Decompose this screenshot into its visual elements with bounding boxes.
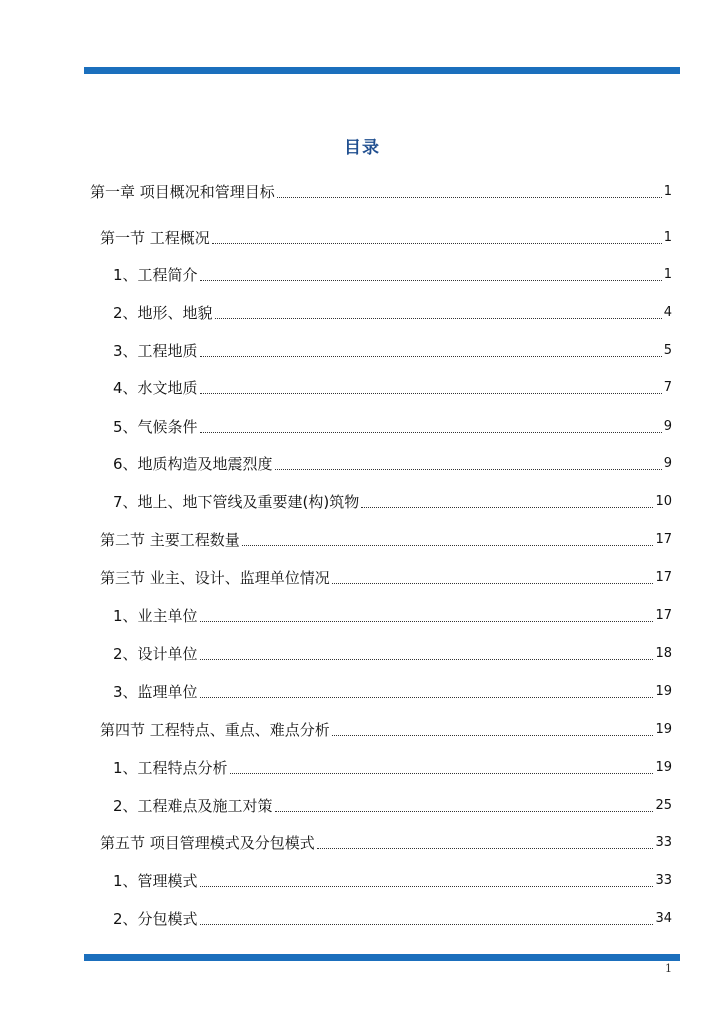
toc-leader: [200, 659, 654, 660]
page-number: 1: [665, 962, 672, 975]
toc-entry-section[interactable]: [100, 529, 672, 551]
toc-leader: [200, 886, 654, 887]
toc-leader: [275, 469, 662, 470]
toc-entry-item[interactable]: [113, 416, 672, 438]
toc-entry-page: 1: [663, 267, 672, 282]
toc-leader: [200, 621, 654, 622]
toc-leader: [215, 318, 662, 319]
toc-leader: [332, 583, 654, 584]
toc-entry-label: 1、管理模式: [113, 872, 198, 890]
toc-leader: [200, 280, 662, 281]
toc-entry-item[interactable]: [113, 491, 672, 513]
toc-entry-page: 19: [655, 684, 672, 699]
toc-entry-page: 1: [663, 184, 672, 199]
toc-entry-page: 10: [655, 494, 672, 509]
toc-entry-page: 33: [655, 835, 672, 850]
toc-entry-item[interactable]: [113, 795, 672, 817]
toc-entry-section[interactable]: [100, 227, 672, 249]
toc-entry-section[interactable]: [100, 832, 672, 854]
toc-entry-label: 2、分包模式: [113, 910, 198, 928]
toc-entry-item[interactable]: [113, 302, 672, 324]
toc-entry-item[interactable]: [113, 757, 672, 779]
toc-entry-label: 5、气候条件: [113, 418, 198, 436]
toc-entry-item[interactable]: [113, 453, 672, 475]
toc-entry-label: 第二节 主要工程数量: [100, 531, 240, 549]
toc-entry-label: 3、监理单位: [113, 683, 198, 701]
toc-entry-item[interactable]: [113, 340, 672, 362]
toc-leader: [230, 773, 654, 774]
footer-rule: [84, 954, 680, 961]
toc-entry-section[interactable]: [100, 719, 672, 741]
toc-entry-label: 6、地质构造及地震烈度: [113, 455, 273, 473]
toc-leader: [332, 735, 654, 736]
toc-entry-label: 第一章 项目概况和管理目标: [90, 183, 275, 201]
toc-leader: [212, 243, 662, 244]
toc-entry-item[interactable]: [113, 605, 672, 627]
toc-entry-label: 2、设计单位: [113, 645, 198, 663]
toc-entry-page: 9: [663, 419, 672, 434]
toc-entry-label: 3、工程地质: [113, 342, 198, 360]
toc-leader: [200, 924, 654, 925]
toc-entry-section[interactable]: [100, 567, 672, 589]
toc-leader: [361, 507, 653, 508]
toc-entry-page: 7: [663, 380, 672, 395]
toc-title: 目录: [344, 138, 380, 158]
toc-entry-label: 4、水文地质: [113, 379, 198, 397]
toc-entry-label: 2、地形、地貌: [113, 304, 213, 322]
toc-entry-item[interactable]: [113, 377, 672, 399]
toc-leader: [277, 197, 662, 198]
toc-entry-label: 第一节 工程概况: [100, 229, 210, 247]
toc-entry-page: 19: [655, 760, 672, 775]
toc-entry-item[interactable]: [113, 681, 672, 703]
toc-entry-chapter-1[interactable]: [90, 181, 672, 203]
toc-entry-label: 第五节 项目管理模式及分包模式: [100, 834, 315, 852]
toc-entry-label: 1、工程特点分析: [113, 759, 228, 777]
toc-entry-item[interactable]: [113, 264, 672, 286]
toc-entry-page: 17: [655, 608, 672, 623]
toc-entry-page: 33: [655, 873, 672, 888]
toc-leader: [200, 393, 662, 394]
toc-leader: [242, 545, 654, 546]
toc-entry-label: 第四节 工程特点、重点、难点分析: [100, 721, 330, 739]
toc-entry-label: 第三节 业主、设计、监理单位情况: [100, 569, 330, 587]
toc-entry-page: 34: [655, 911, 672, 926]
toc-entry-page: 25: [655, 798, 672, 813]
toc-entry-page: 4: [663, 305, 672, 320]
toc-entry-page: 5: [663, 343, 672, 358]
toc-entry-label: 1、业主单位: [113, 607, 198, 625]
toc-entry-page: 9: [663, 456, 672, 471]
toc-entry-page: 17: [655, 532, 672, 547]
toc-leader: [317, 848, 654, 849]
toc-entry-page: 18: [655, 646, 672, 661]
toc-leader: [200, 432, 662, 433]
toc-leader: [200, 356, 662, 357]
toc-entry-item[interactable]: [113, 643, 672, 665]
toc-entry-label: 7、地上、地下管线及重要建(构)筑物: [113, 493, 360, 511]
toc-entry-label: 1、工程简介: [113, 266, 198, 284]
toc-entry-item[interactable]: [113, 908, 672, 930]
toc-entry-label: 2、工程难点及施工对策: [113, 797, 273, 815]
toc-entry-item[interactable]: [113, 870, 672, 892]
toc-leader: [200, 697, 654, 698]
toc-entry-page: 17: [655, 570, 672, 585]
toc-entry-page: 1: [663, 230, 672, 245]
toc-leader: [275, 811, 654, 812]
toc-entry-page: 19: [655, 722, 672, 737]
header-rule: [84, 67, 680, 74]
